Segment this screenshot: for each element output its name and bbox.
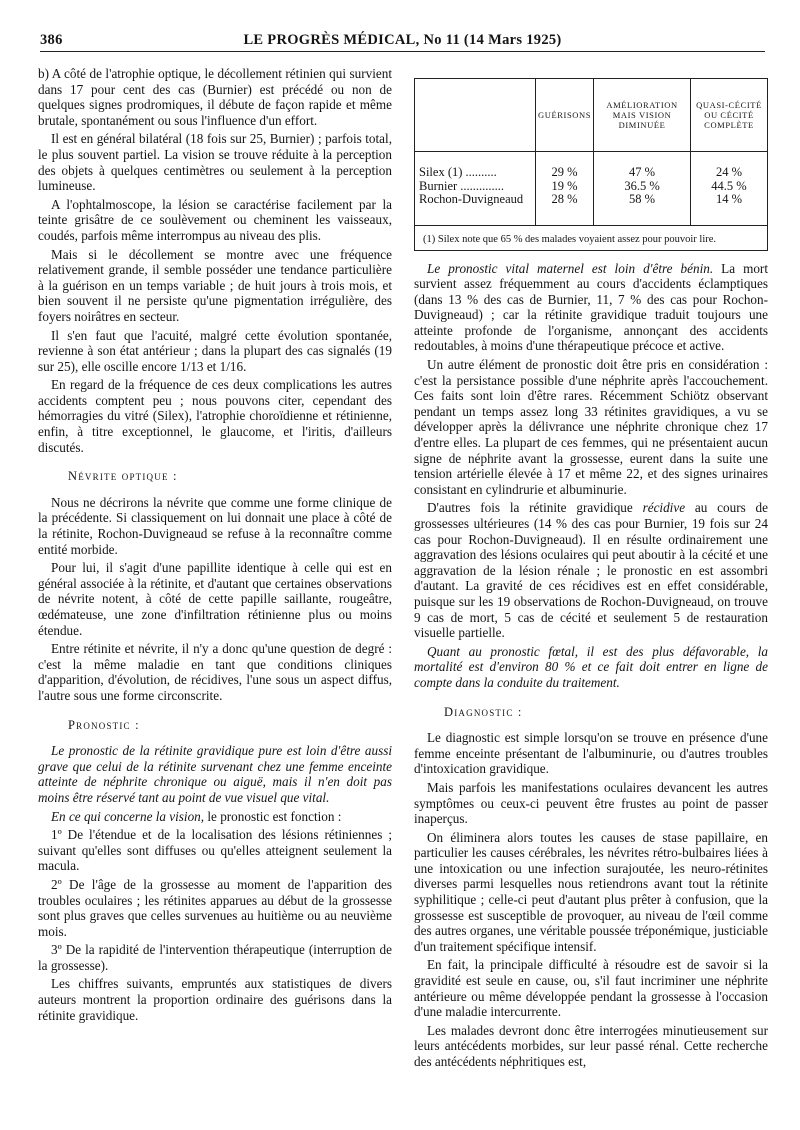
- row-label: Rochon-Duvigneaud: [419, 192, 524, 206]
- paragraph-rest: le pronostic est fonction :: [204, 808, 342, 824]
- column-header: GUÉRISONS: [536, 79, 594, 152]
- paragraph: Un autre élément de pronostic doit être pris en considération : c'est la persistance possible d'une néphrite après l'accouchement. Ces faits sont loin d'être rares. Récemment Schiötz observant pendant un temps assez long 33 rétinites gravidiques, a vu se développer après la délivrance une néphrite chronique chez 17 d'entre elles. La plupart de ces femmes, qui ne présentaient aucun signe de néphrite avant la grossesse, eurent dans la suite une tension artérielle élevée à 17 et même 22, et des signes urinaires consistant en cylindrurie et albuminurie.: [414, 357, 768, 497]
- paragraph-part: D'autres fois la rétinite gravidique: [427, 500, 643, 516]
- paragraph: Les malades devront donc être interrogées minutieusement sur leurs antécédents morbides, sur leur passé rénal. Cette recherche des antécédents néphritiques est,: [414, 1022, 768, 1069]
- paragraph-italic: Le pronostic de la rétinite gravidique pure est loin d'être aussi grave que celui de la rétinite survenant chez une femme enceinte atteinte de néphrite chronique ou aiguë, mais il n'en doit pas moins être réservé tant au point de vue visuel que vital.: [38, 743, 392, 805]
- paragraph: Les chiffres suivants, empruntés aux statistiques de divers auteurs montrent la proportion ordinaire des guérisons dans la rétinite gravidique.: [38, 976, 392, 1023]
- paragraph: Le diagnostic est simple lorsqu'on se trouve en présence d'une femme enceinte présentant de l'albuminurie, ou d'autres troubles d'intoxication gravidique.: [414, 730, 768, 777]
- column-header: QUASI-CÉCITÉ OU CÉCITÉ COMPLÈTE: [691, 79, 767, 152]
- paragraph: Il s'en faut que l'acuité, malgré cette évolution spontanée, revienne à son état antérieur ; dans la plupart des cas signalés (19 sur 25), elle oscille encore 1/13 et 1/16.: [38, 327, 392, 374]
- paragraph: [414, 261, 768, 355]
- paragraph: A l'ophtalmoscope, la lésion se caractérise facilement par la teinte grisâtre de ce soulèvement ou cheminent les vaisseaux, coudés, parfois même interrompus au niveau des plis.: [38, 196, 392, 243]
- paragraph: [38, 809, 392, 825]
- table-corner: [415, 79, 536, 152]
- section-heading-diagnostic: Diagnostic :: [444, 704, 523, 719]
- paragraph: En regard de la fréquence de ces deux complications les autres accidents comptent peu ; nous pouvons citer, cependant des hémorragies du vitré (Silex), l'atrophie choroïdienne et rétinienne, enfin, à titre exceptionnel, le glaucome, et l'iritis, d'ailleurs discutés.: [38, 377, 392, 455]
- table-cell: 36.5 %: [594, 180, 691, 194]
- table-row: [415, 180, 767, 194]
- list-item: 1º De l'étendue et de la localisation des lésions rétiniennes ; suivant qu'elles sont diffuses ou qu'elles atteignent seulement la macula.: [38, 827, 392, 874]
- left-column: [38, 66, 392, 1026]
- row-label: Burnier ..............: [419, 178, 505, 193]
- paragraph: Il est en général bilatéral (18 fois sur 25, Burnier) ; parfois total, le plus souvent partiel. La vision se trouve réduite à la perception des objets à quelques centimètres ou seulement à la perception lumineuse.: [38, 131, 392, 194]
- paragraph: Mais si le décollement se montre avec une fréquence relativement grande, il semble posséder une tendance particulière à la guérison en un temps variable ; de huit jours à trois mois, et bien souvent il ne persiste qu'une pigmentation irrégulière, des foyers noirâtres en secteur.: [38, 246, 392, 324]
- paragraph: Nous ne décrirons la névrite que comme une forme clinique de la précédente. Si classiquement on lui donnait une place à côté de la rétinite, Rochon-Duvigneaud se refuse à la reconnaître comme entité morbide.: [38, 494, 392, 557]
- paragraph-rest: La mort survient assez fréquemment au cours d'accidents éclamptiques (dans 13 % des cas de Burnier, 11, 7 % des cas pour Rochon-Duvigneaud) ; car la rétinite gravidique traduit toujours une atteinte profonde de l'organisme, annonçant des accidents redoutables, à moins d'une thérapeutique précoce et active.: [414, 260, 768, 354]
- page-number: 386: [40, 32, 63, 48]
- table-cell: 28 %: [536, 193, 594, 225]
- column-header: AMÉLIORATION MAIS VISION DIMINUÉE: [594, 79, 691, 152]
- journal-title: LE PROGRÈS MÉDICAL, No 11 (14 Mars 1925): [243, 32, 562, 48]
- table-row: [415, 193, 767, 225]
- table-cell: 29 %: [536, 152, 594, 180]
- paragraph: b) A côté de l'atrophie optique, le décollement rétinien qui survient dans 17 pour cent des cas (Burnier) est précédé ou non de quelques signes prodromiques, il débute de façon rapide et même brutale, spontanément ou sous l'influence d'un effort.: [38, 66, 392, 128]
- table-cell: 47 %: [594, 152, 691, 180]
- paragraph: Entre rétinite et névrite, il n'y a donc qu'une question de degré : c'est la même maladie en tant que conditions cliniques d'apparition, d'évolution, de récidives, l'une sous un aspect diffus, l'autre sous une forme circonscrite.: [38, 641, 392, 703]
- section-heading-pronostic: Pronostic :: [68, 717, 140, 732]
- list-item: 3º De la rapidité de l'intervention thérapeutique (interruption de la grossesse).: [38, 942, 392, 973]
- table-cell: 19 %: [536, 180, 594, 194]
- paragraph: Mais parfois les manifestations oculaires devancent les autres symptômes ou ceux-ci peuvent être frustes au point de passer inaperçus.: [414, 779, 768, 827]
- list-item: 2º De l'âge de la grossesse au moment de l'apparition des troubles oculaires ; les rétinites apparues au début de la grossesse sont plus graves que celles survenues au huitième ou au neuvième mois.: [38, 876, 392, 939]
- table-cell: 58 %: [594, 193, 691, 225]
- italic-lead: En ce qui concerne la vision,: [51, 808, 205, 824]
- statistics-grid: [415, 79, 767, 225]
- table-cell: 24 %: [691, 152, 767, 180]
- table-cell: 44.5 %: [691, 180, 767, 194]
- running-header: [40, 30, 765, 52]
- statistics-table: [414, 78, 768, 251]
- row-label: Silex (1) ..........: [419, 165, 497, 179]
- table-footnote: (1) Silex note que 65 % des malades voyaient assez pour pouvoir lire.: [415, 225, 767, 250]
- table-row: [415, 152, 767, 180]
- paragraph-part: au cours de grossesses ultérieures (14 % des cas pour Burnier, 19 fois sur 24 cas pour Rochon-Duvigneaud). Il en résulte ordinairement une aggravation des lésions oculaires qui peut aboutir à la cécité et une aggravation de la lésion rénale ; le pronostic en est assombri d'autant. La gravité de ces récidives est en effet considérable, puisque sur les 19 observations de Rochon-Duvigneaud, on trouve 9 cas de mort, 5 cas de cécité et seulement 5 de restauration visuelle partielle.: [414, 500, 768, 641]
- paragraph: Pour lui, il s'agit d'une papillite identique à celle qui est en général associée à la rétinite, et d'autant que certaines observations de névrite notent, à côté de cette papille saillante, rougeâtre, œdémateuse, une zone d'infiltration rétinienne plus ou moins étendue.: [38, 560, 392, 638]
- paragraph: [414, 500, 768, 640]
- paragraph-italic: Quant au pronostic fœtal, il est des plus défavorable, la mortalité est d'environ 80 % et ce fait doit entrer en ligne de compte dans la conduite du traitement.: [414, 643, 768, 690]
- paragraph: On éliminera alors toutes les causes de stase papillaire, en particulier les causes cérébrales, les névrites rétro-bulbaires liées à une intoxication ou une infection surajoutée, les neuro-rétinites diverses parmi lesquelles nous retiendrons avant tout la rétinite syphilitique ; celle-ci peut d'autant plus prêter à confusion, que la grossesse est susceptible de provoquer, au niveau de l'œil comme des autres organes, une véritable poussée tréponémique, justiciable d'un traitement spécifique intensif.: [414, 829, 768, 954]
- italic-lead: Le pronostic vital maternel est loin d'être bénin.: [427, 260, 714, 276]
- right-column: [414, 78, 768, 1073]
- italic-word: récidive: [642, 500, 686, 516]
- table-cell: 14 %: [691, 193, 767, 225]
- paragraph: En fait, la principale difficulté à résoudre est de savoir si la gravidité est seule en cause, ou, s'il faut incriminer une néphrite antérieure ou même développée pendant la grossesse à l'occasion d'une maladie intercurrente.: [414, 957, 768, 1020]
- section-heading-nevrite: Névrite optique :: [68, 469, 178, 484]
